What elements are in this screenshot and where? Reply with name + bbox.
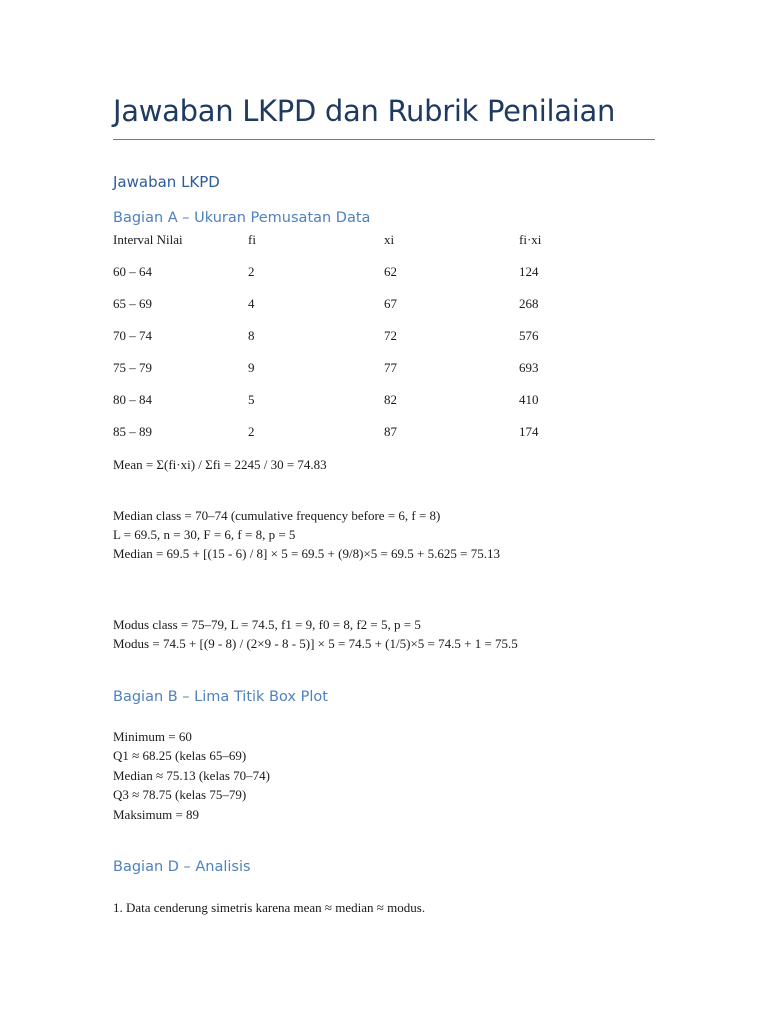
document-title: Jawaban LKPD dan Rubrik Penilaian <box>113 94 616 128</box>
table-cell: 124 <box>519 264 539 279</box>
boxplot-maksimum: Maksimum = 89 <box>113 807 200 822</box>
table-header-cell: xi <box>384 232 395 247</box>
table-cell: 2 <box>248 264 255 279</box>
table-cell: 62 <box>384 264 397 279</box>
heading-bagian-d: Bagian D – Analisis <box>113 859 251 875</box>
table-row <box>113 264 653 296</box>
table-cell: 5 <box>248 392 255 407</box>
table-cell: 82 <box>384 392 397 407</box>
table-cell: 693 <box>519 360 539 375</box>
table-cell: 8 <box>248 328 255 343</box>
table-cell: 85 – 89 <box>113 424 152 439</box>
modus-class-line: Modus class = 75–79, L = 74.5, f1 = 9, f0 = 8, f2 = 5, p = 5 <box>113 617 421 632</box>
table-cell: 60 – 64 <box>113 264 152 279</box>
table-cell: 4 <box>248 296 255 311</box>
table-cell: 65 – 69 <box>113 296 152 311</box>
table-row <box>113 424 653 456</box>
boxplot-q3: Q3 ≈ 78.75 (kelas 75–79) <box>113 787 247 802</box>
median-params-line: L = 69.5, n = 30, F = 6, f = 8, p = 5 <box>113 527 296 542</box>
table-row <box>113 328 653 360</box>
table-cell: 174 <box>519 424 539 439</box>
table-cell: 9 <box>248 360 255 375</box>
table-header-cell: fi <box>248 232 256 247</box>
table-cell: 75 – 79 <box>113 360 152 375</box>
boxplot-q1: Q1 ≈ 68.25 (kelas 65–69) <box>113 748 247 763</box>
frequency-table <box>113 232 653 456</box>
title-underline <box>113 139 655 140</box>
table-cell: 80 – 84 <box>113 392 152 407</box>
table-cell: 67 <box>384 296 397 311</box>
boxplot-minimum: Minimum = 60 <box>113 729 192 744</box>
modus-formula: Modus = 74.5 + [(9 - 8) / (2×9 - 8 - 5)] × 5 = 74.5 + (1/5)×5 = 74.5 + 1 = 75.5 <box>113 636 518 651</box>
table-row <box>113 392 653 424</box>
heading-bagian-b: Bagian B – Lima Titik Box Plot <box>113 689 328 705</box>
table-cell: 576 <box>519 328 539 343</box>
table-cell: 77 <box>384 360 397 375</box>
table-row <box>113 360 653 392</box>
median-formula: Median = 69.5 + [(15 - 6) / 8] × 5 = 69.5 + (9/8)×5 = 69.5 + 5.625 = 75.13 <box>113 546 500 561</box>
table-cell: 87 <box>384 424 397 439</box>
table-header-row <box>113 232 653 264</box>
table-cell: 70 – 74 <box>113 328 152 343</box>
table-cell: 410 <box>519 392 539 407</box>
boxplot-median: Median ≈ 75.13 (kelas 70–74) <box>113 768 270 783</box>
table-cell: 2 <box>248 424 255 439</box>
table-row <box>113 296 653 328</box>
heading-bagian-a: Bagian A – Ukuran Pemusatan Data <box>113 210 371 226</box>
section-heading-jawaban-lkpd: Jawaban LKPD <box>113 173 220 191</box>
table-header-cell: Interval Nilai <box>113 232 183 247</box>
mean-formula: Mean = Σ(fi·xi) / Σfi = 2245 / 30 = 74.83 <box>113 457 327 472</box>
table-header-cell: fi·xi <box>519 232 542 247</box>
table-cell: 72 <box>384 328 397 343</box>
table-cell: 268 <box>519 296 539 311</box>
analysis-item: 1. Data cenderung simetris karena mean ≈ median ≈ modus. <box>113 900 426 915</box>
median-class-line: Median class = 70–74 (cumulative frequency before = 6, f = 8) <box>113 508 441 523</box>
